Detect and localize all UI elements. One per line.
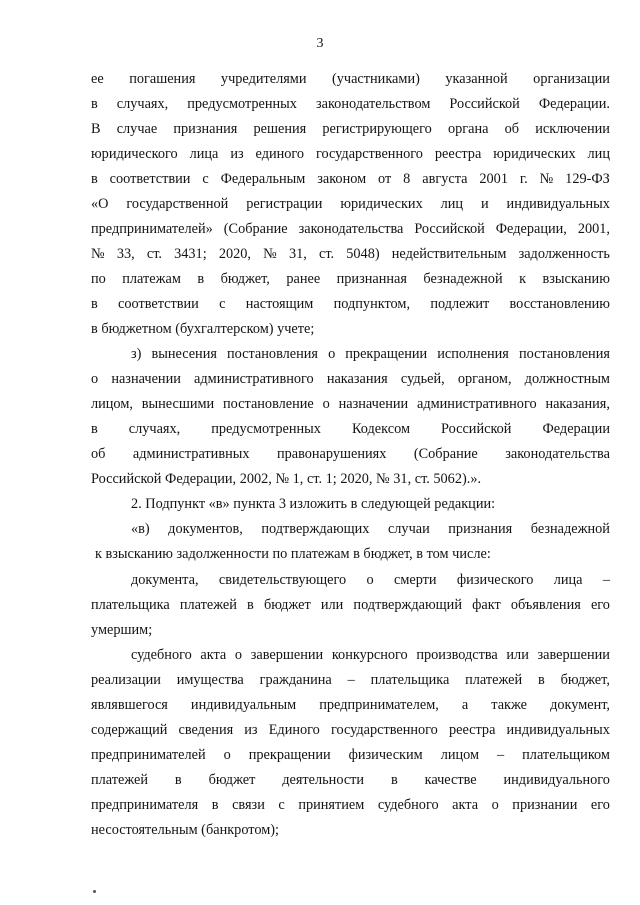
text-line <box>91 368 610 390</box>
word: об <box>91 446 106 462</box>
word: также <box>491 697 528 713</box>
text-line <box>91 168 610 190</box>
word: объявления <box>510 597 581 613</box>
word: о <box>91 371 99 387</box>
text-line <box>131 518 610 540</box>
word: задолженность <box>518 246 610 262</box>
page-number: 3 <box>316 36 324 51</box>
word: а <box>461 697 469 713</box>
word: исполнения <box>437 346 509 362</box>
text-line <box>91 769 610 791</box>
text-line <box>91 443 610 465</box>
word: (Собрание <box>413 446 478 462</box>
word: реестра <box>448 722 496 738</box>
word: погашения <box>129 71 196 87</box>
word: юридических <box>493 146 576 162</box>
word: о <box>328 346 336 362</box>
word: соответствии <box>118 296 199 312</box>
text-line <box>91 418 610 440</box>
word: августа <box>422 171 468 187</box>
word: в <box>390 772 398 788</box>
word: ст. <box>319 246 335 262</box>
word: 2020, <box>218 246 251 262</box>
word: плательщиком <box>522 747 610 763</box>
word: платежей <box>179 597 237 613</box>
word: административных <box>132 446 250 462</box>
word: плательщика <box>91 597 170 613</box>
word: законодательства <box>298 221 404 237</box>
word: наказания, <box>545 396 610 412</box>
word: 8 <box>403 171 411 187</box>
word: признания <box>173 121 238 137</box>
text-line <box>131 569 610 591</box>
word: случаях, <box>128 421 181 437</box>
word: указанной <box>445 71 508 87</box>
word: – <box>497 747 505 763</box>
word: исключении <box>535 121 610 137</box>
text-line: в бюджетном (бухгалтерском) учете; <box>91 321 315 337</box>
word: 129-ФЗ <box>565 171 610 187</box>
word: случаи <box>387 521 430 537</box>
text-line <box>91 594 610 616</box>
word: предусмотренных <box>211 421 321 437</box>
word: в <box>211 797 219 813</box>
word: Единого <box>268 722 320 738</box>
word: завершении <box>537 647 610 663</box>
word: лиц <box>440 196 464 212</box>
word: законодательством <box>315 96 431 112</box>
word: случаях, <box>116 96 169 112</box>
word: платежей <box>465 672 523 688</box>
word: Федерации, <box>495 221 567 237</box>
word: учредителями <box>220 71 307 87</box>
text-line: умершим; <box>91 622 153 638</box>
word: должностным <box>524 371 610 387</box>
word: признании <box>512 797 578 813</box>
word: ст. <box>146 246 162 262</box>
word: в <box>91 96 98 112</box>
word: из <box>244 722 258 738</box>
word: от <box>378 171 392 187</box>
word: постановления <box>227 346 318 362</box>
text-line <box>91 218 610 240</box>
word: лицом <box>440 747 480 763</box>
word: из <box>230 146 244 162</box>
word: прекращении <box>345 346 428 362</box>
word: Федеральным <box>220 171 306 187</box>
word: Российской <box>414 221 485 237</box>
word: деятельности <box>282 772 365 788</box>
text-line <box>91 293 610 315</box>
word: взысканию <box>542 271 610 287</box>
text-line <box>91 268 610 290</box>
word: содержащий <box>91 722 168 738</box>
word: в <box>91 296 98 312</box>
text-line <box>91 669 610 691</box>
word: лиц <box>587 146 610 162</box>
word: юридического <box>91 146 178 162</box>
word: к <box>519 271 527 287</box>
word: предпринимателей» <box>91 221 213 237</box>
word: недействительным <box>391 246 507 262</box>
word: реестра <box>434 146 482 162</box>
word: в <box>174 772 182 788</box>
word: лица <box>553 572 583 588</box>
word: индивидуальным <box>190 697 297 713</box>
text-line <box>91 93 610 115</box>
word: предусмотренных <box>187 96 297 112</box>
word: восстановлению <box>509 296 610 312</box>
word: вынесшими <box>141 396 215 412</box>
word: 2001 <box>479 171 508 187</box>
word: имущества <box>176 672 244 688</box>
word: Федерации. <box>538 96 610 112</box>
text-line: несостоятельным (банкротом); <box>91 822 279 838</box>
word: качестве <box>424 772 477 788</box>
word: – <box>602 572 610 588</box>
word: соответствии <box>109 171 191 187</box>
word: физического <box>456 572 534 588</box>
word: в <box>538 672 545 688</box>
word: реализации <box>91 672 161 688</box>
word: В <box>91 121 101 137</box>
text-line <box>131 644 610 666</box>
word: государственной <box>126 196 229 212</box>
word: государственного <box>330 722 438 738</box>
word: Федерации <box>542 421 610 437</box>
word: регистрации <box>246 196 323 212</box>
word: бюджет, <box>220 271 270 287</box>
word: Российской <box>441 421 512 437</box>
word: организации <box>533 71 610 87</box>
text-line <box>91 143 610 165</box>
word: или <box>506 647 529 663</box>
word: о <box>234 647 243 663</box>
word: – <box>347 672 355 688</box>
word: подлежит <box>430 296 490 312</box>
word: вынесения <box>151 346 217 362</box>
word: (Собрание <box>223 221 288 237</box>
word: подтверждающий <box>353 597 462 613</box>
text-line <box>91 794 610 816</box>
word: Российской <box>449 96 520 112</box>
word: акта <box>200 647 227 663</box>
word: законом <box>317 171 367 187</box>
word: единого <box>255 146 305 162</box>
word: или <box>320 597 344 613</box>
text-line <box>91 243 610 265</box>
word: правонарушениях <box>276 446 387 462</box>
text-line <box>91 68 610 90</box>
word: бюджет <box>263 597 311 613</box>
word: лицом, <box>91 396 133 412</box>
word: бюджет <box>208 772 256 788</box>
word: административного <box>416 396 537 412</box>
word: постановление <box>223 396 314 412</box>
word: с <box>202 171 209 187</box>
word: судебного <box>131 647 192 663</box>
word: 2001, <box>577 221 610 237</box>
word: безнадежной <box>423 271 503 287</box>
word: предпринимателей <box>91 747 206 763</box>
text-line <box>91 393 610 415</box>
word: назначении <box>338 396 409 412</box>
word: документ, <box>550 697 610 713</box>
word: в <box>197 271 205 287</box>
text-line <box>91 118 610 140</box>
word: свидетельствующего <box>218 572 347 588</box>
text-line <box>91 744 610 766</box>
word: подтверждающих <box>261 521 370 537</box>
word: 31, <box>288 246 307 262</box>
word: 3431; <box>174 246 207 262</box>
word: органом, <box>457 371 512 387</box>
word: о <box>366 572 374 588</box>
word: судебного <box>377 797 439 813</box>
word: з) <box>131 346 142 362</box>
text-line <box>91 193 610 215</box>
word: с <box>219 296 226 312</box>
word: об <box>504 121 520 137</box>
word: о <box>491 797 499 813</box>
word: 33, <box>116 246 135 262</box>
word: органа <box>447 121 489 137</box>
word: случае <box>116 121 158 137</box>
word: № <box>539 171 554 187</box>
word: назначении <box>111 371 181 387</box>
word: о <box>223 747 231 763</box>
word: наказания <box>326 371 388 387</box>
word: плательщика <box>370 672 450 688</box>
text-line: Российской Федерации, 2002, № 1, ст. 1; 2020, № 31, ст. 5062).». <box>91 471 482 487</box>
word: «в) <box>131 521 150 537</box>
word: безнадежной <box>530 521 610 537</box>
word: административного <box>194 371 314 387</box>
word: признанная <box>336 271 407 287</box>
word: бюджет, <box>560 672 610 688</box>
word: в <box>91 171 98 187</box>
word: прекращении <box>248 747 331 763</box>
word: предпринимателя <box>91 797 199 813</box>
word: индивидуальных <box>506 196 610 212</box>
word: государственного <box>316 146 423 162</box>
word: ее <box>91 71 104 87</box>
word: предпринимателем, <box>319 697 439 713</box>
word: документов, <box>168 521 243 537</box>
word: № <box>263 246 277 262</box>
word: платежам <box>122 271 181 287</box>
word: ранее <box>286 271 321 287</box>
word: Кодексом <box>351 421 410 437</box>
word: индивидуальных <box>506 722 610 738</box>
word: юридических <box>340 196 423 212</box>
word: его <box>590 797 610 813</box>
scan-speck <box>93 890 96 893</box>
word: г. <box>519 171 528 187</box>
word: принятием <box>298 797 365 813</box>
word: конкурсного <box>331 647 408 663</box>
word: платежей <box>91 772 149 788</box>
word: подпунктом, <box>333 296 411 312</box>
word: акта <box>452 797 479 813</box>
text-line <box>91 694 610 716</box>
word: связи <box>232 797 265 813</box>
word: решения <box>253 121 307 137</box>
word: индивидуального <box>503 772 610 788</box>
word: являвшегося <box>91 697 168 713</box>
word: № <box>91 246 105 262</box>
word: его <box>590 597 610 613</box>
word: «О <box>91 196 109 212</box>
word: по <box>91 271 106 287</box>
word: завершении <box>250 647 324 663</box>
word: в <box>247 597 254 613</box>
word: постановления <box>518 346 610 362</box>
word: с <box>278 797 285 813</box>
word: гражданина <box>259 672 332 688</box>
word: о <box>322 396 330 412</box>
word: лица <box>189 146 219 162</box>
text-line <box>91 719 610 741</box>
word: регистрирующего <box>322 121 432 137</box>
word: смерти <box>393 572 437 588</box>
word: документа, <box>131 572 199 588</box>
word: настоящим <box>245 296 314 312</box>
text-line: к взысканию задолженности по платежам в бюджет, в том числе: <box>95 546 491 562</box>
word: судьей, <box>400 371 445 387</box>
word: факт <box>472 597 501 613</box>
word: (участниками) <box>331 71 420 87</box>
word: и <box>480 196 489 212</box>
word: сведения <box>178 722 234 738</box>
text-line: 2. Подпункт «в» пункта 3 изложить в следующей редакции: <box>131 496 496 512</box>
word: признания <box>448 521 513 537</box>
word: производства <box>416 647 498 663</box>
word: физическим <box>348 747 423 763</box>
text-line <box>131 343 610 365</box>
word: в <box>91 421 98 437</box>
word: законодательства <box>505 446 610 462</box>
word: 5048) <box>346 246 380 262</box>
